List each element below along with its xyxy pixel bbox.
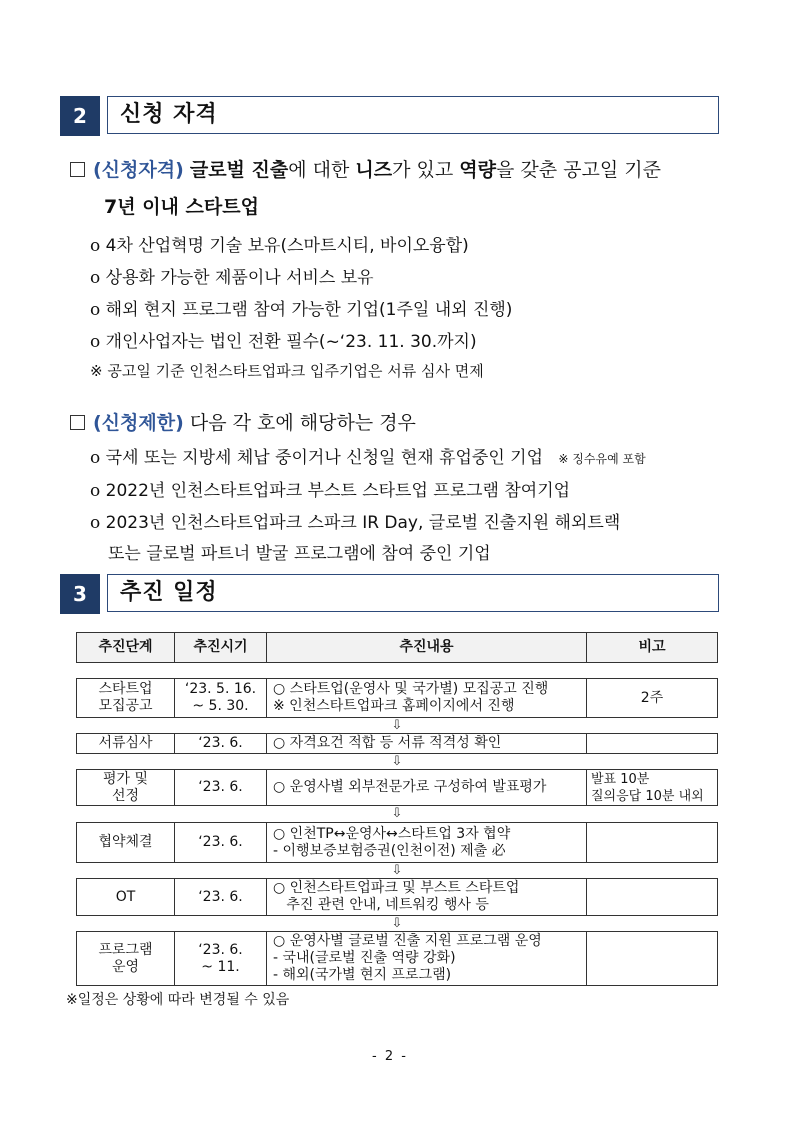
cell-text: ※ 인천스타트업파크 홈페이지에서 진행 bbox=[273, 698, 515, 714]
bullet: o bbox=[90, 268, 101, 288]
table-row-note bbox=[586, 878, 718, 916]
down-arrow-icon: ⇩ bbox=[391, 806, 403, 821]
item-text: 상용화 가능한 제품이나 서비스 보유 bbox=[105, 268, 374, 288]
down-arrow-icon: ⇩ bbox=[391, 916, 403, 931]
table-header-note: 비고 bbox=[586, 632, 718, 663]
section-number: 3 bbox=[60, 574, 100, 614]
eligibility-item bbox=[90, 263, 374, 288]
restriction-line bbox=[70, 408, 416, 435]
bullet: o bbox=[90, 481, 101, 501]
cell-text: 발표 10분 bbox=[591, 771, 650, 787]
item-text: 국세 또는 지방세 체납 중이거나 신청일 현재 휴업중인 기업 bbox=[105, 448, 544, 468]
emphasis-text: 니즈 bbox=[355, 159, 393, 181]
table-row-stage bbox=[76, 769, 175, 806]
eligibility-item bbox=[90, 231, 469, 256]
eligibility-line-2: 7년 이내 스타트업 bbox=[104, 196, 259, 218]
schedule-footnote: ※일정은 상황에 따라 변경될 수 있음 bbox=[66, 992, 290, 1008]
cell-text: 운영 bbox=[111, 958, 140, 975]
cell-text: 모집공고 bbox=[98, 698, 153, 714]
cell-text: ‘23. 6. bbox=[198, 941, 243, 958]
table-row-stage: OT bbox=[76, 878, 175, 916]
eligibility-note: ※ 공고일 기준 인천스타트업파크 입주기업은 서류 심사 면제 bbox=[90, 362, 484, 380]
table-row-period: ‘23. 6. bbox=[174, 822, 267, 863]
table-row-stage: 협약체결 bbox=[76, 822, 175, 863]
table-row-note bbox=[586, 678, 718, 718]
table-row-content: ○ 운영사별 외부전문가로 구성하여 발표평가 bbox=[266, 769, 587, 806]
bullet: o bbox=[90, 236, 101, 256]
table-row-stage bbox=[76, 678, 175, 718]
table-row-content bbox=[266, 678, 587, 718]
down-arrow-icon: ⇩ bbox=[391, 754, 403, 769]
checkbox-icon bbox=[70, 415, 85, 430]
eligibility-line bbox=[70, 155, 661, 182]
item-text: 2023년 인천스타트업파크 스파크 IR Day, 글로벌 진출지원 해외트랙 bbox=[105, 513, 621, 533]
restriction-item bbox=[90, 476, 570, 501]
table-row-note bbox=[586, 733, 718, 754]
restriction-text: 다음 각 호에 해당하는 경우 bbox=[189, 412, 416, 434]
restriction-item bbox=[90, 443, 646, 468]
text: 에 대한 bbox=[288, 159, 356, 181]
eligibility-item bbox=[90, 295, 512, 320]
item-text: 2022년 인천스타트업파크 부스트 스타트업 프로그램 참여기업 bbox=[105, 481, 571, 501]
down-arrow-icon: ⇩ bbox=[391, 718, 403, 733]
cell-text: 2주 bbox=[640, 689, 664, 706]
table-header-period: 추진시기 bbox=[174, 632, 267, 663]
cell-text: ~ 11. bbox=[201, 958, 240, 975]
bullet: o bbox=[90, 513, 101, 533]
cell-text: ○ 인천스타트업파크 및 부스트 스타트업 bbox=[273, 880, 520, 896]
page-number: - 2 - bbox=[372, 1049, 408, 1064]
cell-text: ○ 인천TP↔운영사↔스타트업 3자 협약 bbox=[273, 825, 511, 842]
item-note: ※ 징수유예 포함 bbox=[558, 452, 646, 466]
table-header-stage: 추진단계 bbox=[76, 632, 175, 663]
table-row-period: ‘23. 6. bbox=[174, 733, 267, 754]
cell-text: ○ 운영사별 글로벌 진출 지원 프로그램 운영 bbox=[273, 933, 542, 949]
table-row-note bbox=[586, 769, 718, 806]
section-title-box bbox=[107, 574, 719, 612]
section-number: 2 bbox=[60, 96, 100, 136]
table-row-note bbox=[586, 822, 718, 863]
table-row-content bbox=[266, 822, 587, 863]
eligibility-label: (신청자격) bbox=[93, 159, 184, 181]
cell-text: 추진 관련 안내, 네트워킹 행사 등 bbox=[273, 897, 489, 913]
cell-text: ‘23. 5. 16. bbox=[184, 681, 257, 697]
emphasis-text: 글로벌 진출 bbox=[189, 159, 289, 181]
section-title: 신청 자격 bbox=[120, 102, 218, 127]
restriction-item bbox=[90, 508, 620, 533]
bullet: o bbox=[90, 300, 101, 320]
table-row-period: ‘23. 6. bbox=[174, 878, 267, 916]
table-row-period: ‘23. 6. bbox=[174, 769, 267, 806]
item-text: 해외 현지 프로그램 참여 가능한 기업(1주일 내외 진행) bbox=[105, 300, 513, 320]
bullet: o bbox=[90, 448, 101, 468]
table-row-note bbox=[586, 931, 718, 986]
item-text: 4차 산업혁명 기술 보유(스마트시티, 바이오융합) bbox=[105, 236, 469, 256]
cell-text: ~ 5. 30. bbox=[192, 698, 249, 714]
table-row-content: ○ 자격요건 적합 등 서류 적격성 확인 bbox=[266, 733, 587, 754]
cell-text: 스타트업 bbox=[98, 681, 153, 697]
cell-text: 평가 및 bbox=[102, 770, 149, 787]
cell-text: 질의응답 10분 내외 bbox=[591, 788, 704, 804]
emphasis-text: 역량 bbox=[459, 159, 496, 181]
table-header-content: 추진내용 bbox=[266, 632, 587, 663]
section-title: 추진 일정 bbox=[120, 580, 218, 605]
cell-text: - 해외(국가별 현지 프로그램) bbox=[273, 967, 452, 983]
bullet: o bbox=[90, 332, 101, 352]
restriction-item-cont: 또는 글로벌 파트너 발굴 프로그램에 참여 중인 기업 bbox=[108, 544, 491, 564]
table-row-stage: 서류심사 bbox=[76, 733, 175, 754]
cell-text: - 이행보증보험증권(인천이전) 제출 必 bbox=[273, 842, 506, 859]
cell-text: 선정 bbox=[111, 787, 140, 804]
eligibility-item bbox=[90, 327, 477, 352]
text: 가 있고 bbox=[392, 159, 460, 181]
table-row-period bbox=[174, 678, 267, 718]
checkbox-icon bbox=[70, 162, 85, 177]
text: 을 갖춘 공고일 기준 bbox=[495, 159, 661, 181]
table-row-period bbox=[174, 931, 267, 986]
cell-text: 프로그램 bbox=[98, 941, 153, 958]
section-title-box bbox=[107, 96, 719, 134]
table-row-content bbox=[266, 878, 587, 916]
table-row-content bbox=[266, 931, 587, 986]
item-text: 개인사업자는 법인 전환 필수(~‘23. 11. 30.까지) bbox=[105, 332, 477, 352]
cell-text: - 국내(글로벌 진출 역량 강화) bbox=[273, 950, 456, 966]
down-arrow-icon: ⇩ bbox=[391, 863, 403, 878]
restriction-label: (신청제한) bbox=[93, 412, 184, 434]
table-row-stage bbox=[76, 931, 175, 986]
cell-text: ○ 스타트업(운영사 및 국가별) 모집공고 진행 bbox=[273, 681, 549, 697]
